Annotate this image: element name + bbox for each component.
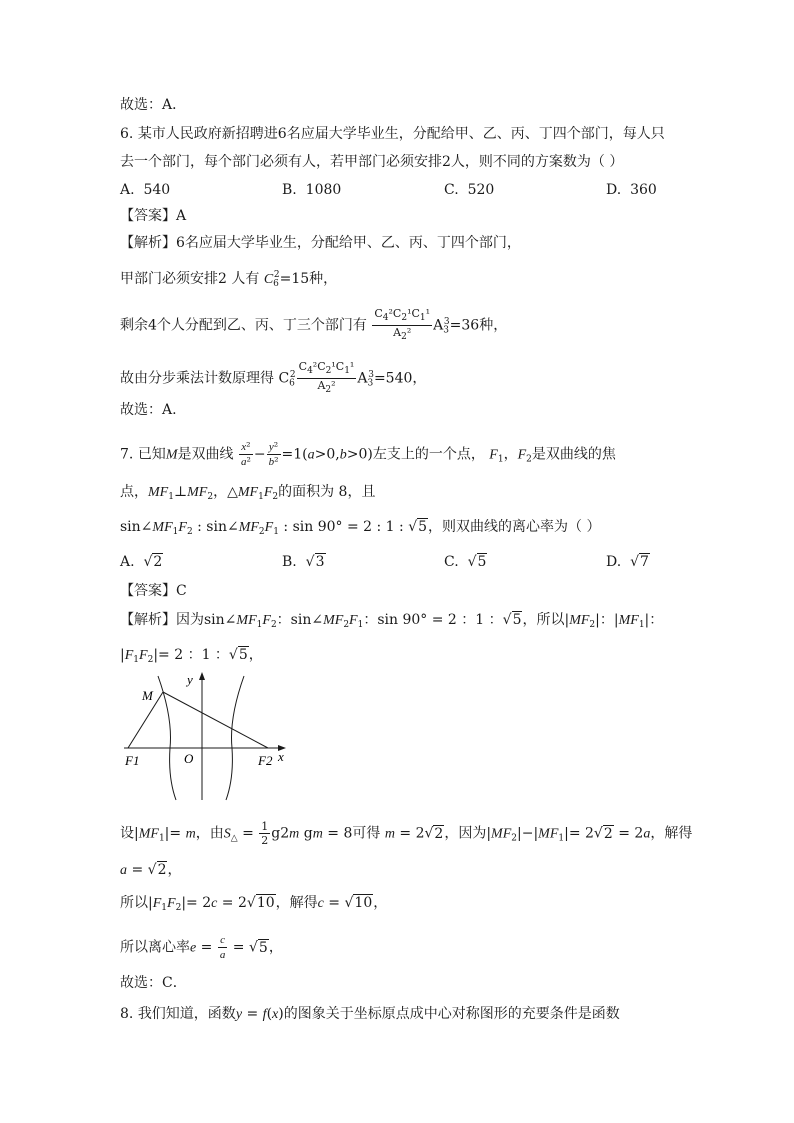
q6-option-b: B. 1080 — [282, 182, 342, 198]
q6-analysis-line1: 【解析】6名应届大学毕业生，分配给甲、乙、丙、丁四个部门， — [120, 235, 521, 251]
q6-option-c: C. 520 — [444, 182, 495, 198]
label-f2: F2 — [258, 753, 273, 768]
q6-stem-line2: 去一个部门，每个部门必须有人，若甲部门必须安排2人，则不同的方案数为（ ） — [120, 154, 624, 170]
q6-option-d: D. 360 — [606, 182, 657, 198]
q7-option-d: D. √7 — [606, 554, 649, 570]
q6-number: 6. — [120, 126, 134, 142]
y-axis-arrow — [199, 672, 205, 680]
hyperbola-right-branch — [226, 676, 244, 800]
q6-analysis-line3: 剩余4个人分配到乙、丙、丁三个部门有 $\frac{C_4^2C_2^1C_1^1}{A_2^2}$ $A_3^3=36$种， — [120, 307, 508, 342]
q7-option-a: A. √2 — [120, 554, 163, 570]
q7-solve-line1: 设$|MF_1|= m$，由$S_\triangle$ = $\frac{1}{2}$ g2m gm = 8可得 m = 2√2，因为$|MF_2|-|MF_1|= 2√2 = 2a$，解得 — [120, 820, 693, 847]
q7-stem-line1: 7. 已知M是双曲线 $\frac{\text{x²}}{\text{a²}}$ − $\frac{\text{y²}}{\text{b²}}$ =1(a>0,b>0)左支上的一个点， $F_1$，$F_2$是双曲线的焦 — [120, 440, 616, 468]
q7-analysis-line2: $|F_1F_2|= 2$ ：1 ：√5， — [120, 647, 263, 665]
label-y: y — [187, 672, 193, 687]
label-x: x — [278, 749, 284, 764]
q6-analysis-line2: 甲部门必须安排2 人有 $C_6^2=15$种， — [120, 270, 338, 289]
label-m: M — [142, 688, 153, 703]
q8-stem-line1: 8. 我们知道，函数y = f(x)的图象关于坐标原点成中心对称图形的充要条件是函数 — [120, 1006, 620, 1022]
q7-conclusion: 故选：C． — [120, 975, 187, 991]
q8-number: 8. — [120, 1006, 134, 1022]
q6-analysis-line4: 故由分步乘法计数原理得 $C_6^2$ $\frac{C_4^2C_2^1C_1^1}{A_2^2}$ $A_3^3=540$， — [120, 360, 427, 395]
q5-conclusion: 故选：A． — [120, 97, 187, 113]
q7-stem-line2: 点，$MF_1\perp MF_2$，$\triangle MF_1F_2$的面积为 8，且 — [120, 484, 376, 502]
q7-stem-line3: $\sin\angle MF_1F_2$ : $\sin\angle MF_2F_1$ : sin 90° = 2 : 1 : √5，则双曲线的离心率为（ ） — [120, 519, 601, 537]
q6-option-a: A. 540 — [120, 182, 171, 198]
q7-solve-line4: 所以离心率e = $\frac{c}{a}$ = √5， — [120, 934, 283, 961]
q6-answer: 【答案】A — [120, 208, 187, 224]
label-f1: F1 — [125, 753, 140, 768]
q7-number: 7. — [120, 446, 134, 463]
label-o: O — [184, 751, 194, 766]
segment-mf2 — [163, 692, 268, 748]
q7-option-c: C. √5 — [444, 554, 487, 570]
q7-option-b: B. √3 — [282, 554, 325, 570]
hyperbola-figure — [118, 668, 298, 803]
q6-stem-line1: 6. 某市人民政府新招聘进6名应届大学毕业生，分配给甲、乙、丙、丁四个部门，每人只 — [120, 126, 665, 142]
q7-solve-line3: 所以$|F_1F_2|= 2c = 2√10$，解得c = √10， — [120, 895, 388, 913]
q6-conclusion: 故选：A. — [120, 402, 177, 418]
q7-answer: 【答案】C — [120, 583, 187, 599]
q7-solve-line2: a = √2， — [120, 862, 182, 878]
q7-analysis-line1: 【解析】因为$\sin\angle MF_1F_2$：$\sin\angle MF_2F_1$：sin 90° = 2 ：1 ：√5，所以$|MF_2|$：$|MF_1|$： — [120, 612, 664, 630]
